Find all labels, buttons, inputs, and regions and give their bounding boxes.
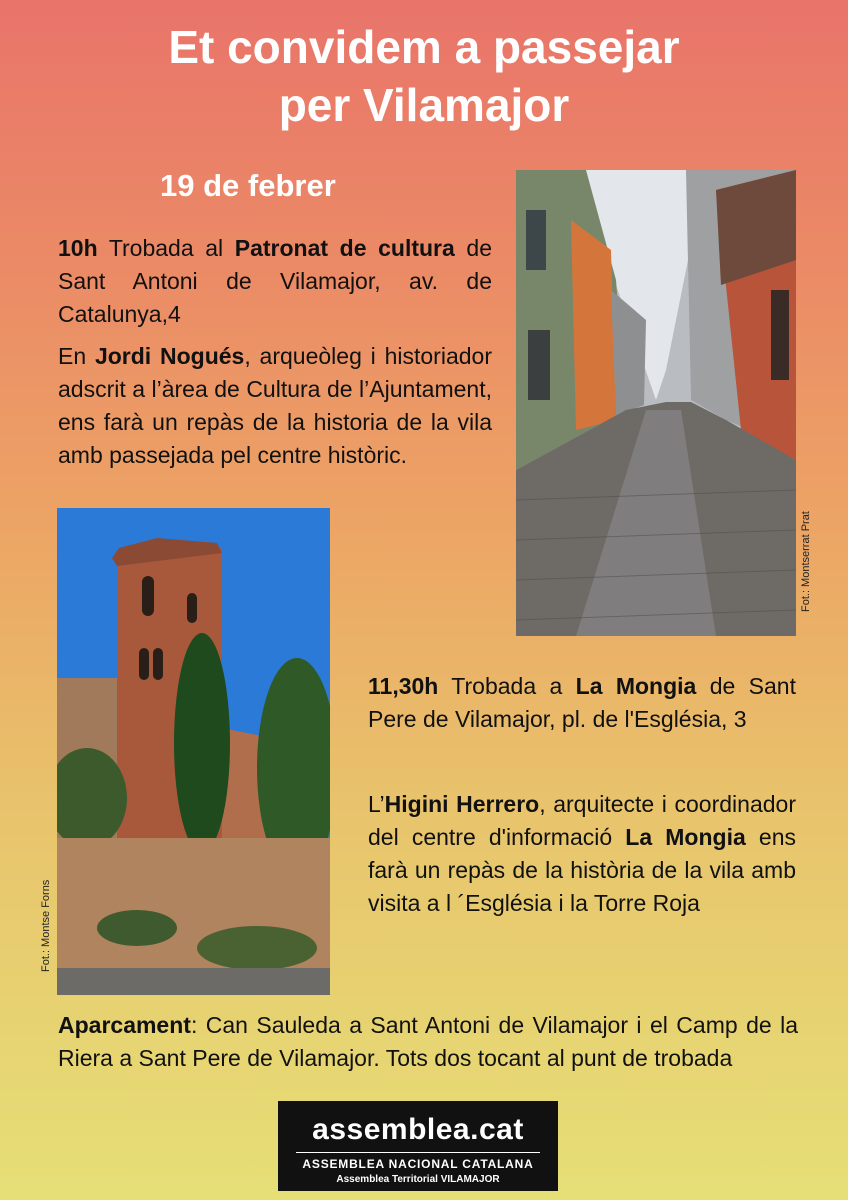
event2-desc-place: La Mongia — [625, 824, 746, 850]
church-photo — [57, 508, 330, 995]
street-photo-credit: Fot.: Montserrat Prat — [800, 511, 812, 612]
event2-desc-text-a: , arquitecte i coordinador del centre d'informació — [368, 791, 796, 850]
logo-divider — [296, 1152, 540, 1153]
event1-description — [58, 340, 492, 472]
parking-label: Aparcament — [58, 1012, 191, 1038]
event2-text-a: Trobada a — [438, 673, 576, 699]
poster-title — [0, 18, 848, 134]
parking-info — [58, 1009, 798, 1075]
event1-place: Patronat de cultura — [234, 235, 455, 261]
event1-desc-prefix: En — [58, 343, 95, 369]
title-line-1: Et convidem a passejar — [168, 21, 680, 73]
event1-time: 10h — [58, 235, 98, 261]
event2-description — [368, 788, 796, 920]
parking-text: : Can Sauleda a Sant Antoni de Vilamajor i el Camp de la Riera a Sant Pere de Vilamajor. Tots dos tocant al punt de trobada — [58, 1012, 798, 1071]
event2-place: La Mongia — [575, 673, 697, 699]
street-photo-illustration — [516, 170, 796, 636]
event1-guide-name: Jordi Nogués — [94, 343, 245, 369]
logo-subtitle: ASSEMBLEA NACIONAL CATALANA — [302, 1157, 534, 1171]
street-photo — [516, 170, 796, 636]
event1-desc-text: , arqueòleg i historiador adscrit a l’àrea de Cultura de l’Ajuntament, ens farà un repàs de la historia de la vila amb passejada pel centre històric. — [58, 343, 492, 468]
church-photo-illustration — [57, 508, 330, 995]
event2-desc-prefix: L’ — [368, 791, 385, 817]
event1-text-a: Trobada al — [97, 235, 235, 261]
event2-paragraph — [368, 670, 796, 736]
event2-time: 11,30h — [368, 673, 439, 699]
title-line-2: per Vilamajor — [278, 79, 570, 131]
assemblea-logo — [278, 1101, 558, 1191]
logo-main-text: assemblea.cat — [312, 1113, 524, 1146]
event1-paragraph — [58, 232, 492, 331]
church-photo-credit: Fot.: Montse Forns — [40, 879, 52, 972]
event-date: 19 de febrer — [160, 168, 336, 203]
event2-text-b: de Sant Pere de Vilamajor, pl. de l'Església, 3 — [368, 673, 796, 732]
event2-guide-name: Higini Herrero — [384, 791, 540, 817]
event1-text-b: de Sant Antoni de Vilamajor, av. de Catalunya,4 — [58, 235, 492, 327]
logo-territorial: Assemblea Territorial VILAMAJOR — [336, 1174, 500, 1185]
event2-desc-text-b: ens farà un repàs de la història de la vila amb visita a l ´Església i la Torre Roja — [368, 824, 796, 916]
